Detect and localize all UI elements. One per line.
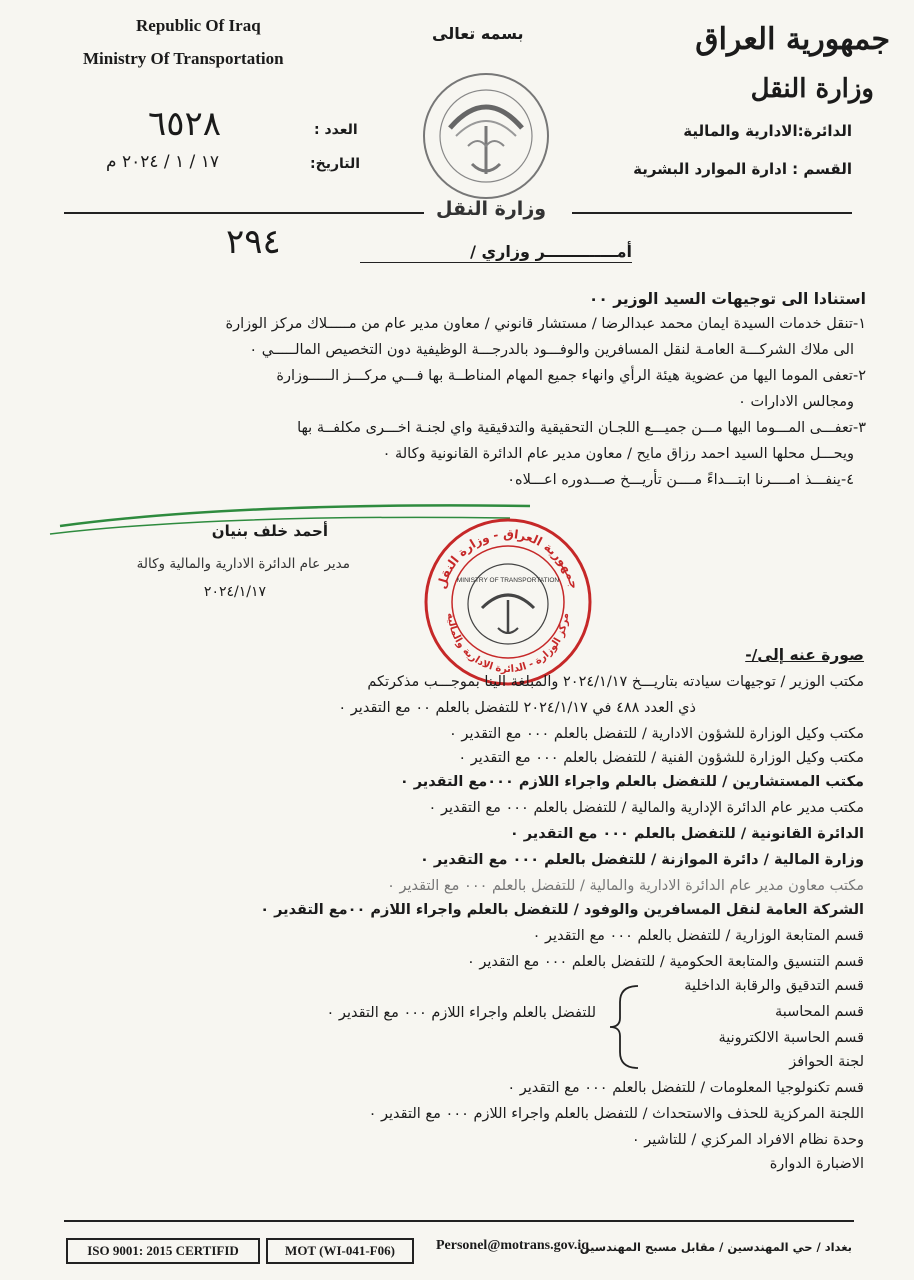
header-ar-ministry: وزارة النقل [750, 74, 874, 104]
number-value: ٦٥٢٨ [148, 104, 222, 144]
seal-bottom-text: مركز الوزارة - الدائرة الادارية والمالية [444, 612, 572, 676]
header-ar-republic: جمهورية العراق [695, 22, 890, 57]
copy-line: الشركة العامة لنقل المسافرين والوفود / للتفضل بالعلم واجراء اللازم ٠٠مع التقدير ٠ [260, 902, 864, 918]
copy-line: مكتب وكيل الوزارة للشؤون الادارية / للتفضل بالعلم ٠٠٠ مع التقدير ٠ [449, 726, 864, 742]
copy-line: مكتب الوزير / توجيهات سيادته بتاريـــخ ٢٠٢٤/١/١٧ والمبلغة الينا بموجـــب مذكرتكم [367, 674, 864, 690]
copy-line: مكتب وكيل الوزارة للشؤون الفنية / للتفضل بالعلم ٠٠٠ مع التقدير ٠ [458, 750, 864, 766]
body-line: الى ملاك الشركـــة العامـة لنقل المسافرين والوفـــود بالدرجـــة الوظيفية دون التخصيص المالـــــي ٠ [249, 342, 854, 358]
body-line: ومجالس الادارات ٠ [738, 394, 854, 410]
order-number: ٢٩٤ [226, 222, 281, 262]
order-title-underline [360, 262, 632, 263]
copy-line: قسم التنسيق والمتابعة الحكومية / للتفضل بالعلم ٠٠٠ مع التقدير ٠ [466, 954, 864, 970]
date-label: التاريخ: [310, 156, 361, 172]
form-code-badge: MOT (WI-041-F06) [266, 1238, 414, 1264]
signatory-name: أحمد خلف بنيان [211, 522, 328, 540]
copy-line: الدائرة القانونية / للتفضل بالعلم ٠٠٠ مع التقدير ٠ [509, 826, 864, 842]
header-rule-right [572, 212, 852, 214]
ministry-emblem-icon [416, 66, 556, 206]
copy-line: وزارة المالية / دائرة الموازنة / للتفضل بالعلم ٠٠٠ مع التقدير ٠ [420, 852, 864, 868]
header-en-republic: Republic Of Iraq [136, 16, 261, 35]
basmala: بسمه تعالى [432, 24, 524, 43]
date-value: ١٧ / ١ / ٢٠٢٤ م [106, 152, 219, 172]
copy-line: الاضبارة الدوارة [769, 1156, 864, 1172]
copies-heading: صورة عنه إلى/- [745, 646, 864, 664]
department-label: الدائرة:الادارية والمالية [683, 122, 852, 140]
header-en-ministry: Ministry Of Transportation [83, 49, 284, 68]
footer-rule [64, 1220, 854, 1222]
ministry-wordmark: وزارة النقل [436, 198, 547, 220]
copy-line: قسم تكنولوجيا المعلومات / للتفضل بالعلم ٠٠٠ مع التقدير ٠ [507, 1080, 864, 1096]
body-line: ويحـــل محلها السيد احمد رزاق مايح / معاون مدير عام الدائرة القانونية وكالة ٠ [382, 446, 854, 462]
brace-icon [606, 982, 646, 1072]
signature-date: ٢٠٢٤/١/١٧ [203, 584, 266, 600]
copy-line: مكتب معاون مدير عام الدائرة الادارية والمالية / للتفضل بالعلم ٠٠٠ مع التقدير ٠ [387, 878, 864, 894]
official-seal-icon [418, 512, 598, 692]
number-label: العدد : [314, 122, 358, 138]
iso-badge: ISO 9001: 2015 CERTIFID [66, 1238, 260, 1264]
body-line: ٤-ينفـــذ امــــرنا ابتـــداءً مــــن تأريـــخ صـــدوره اعـــلاه٠ [507, 472, 854, 488]
group-item: قسم المحاسبة [774, 1004, 864, 1020]
signatory-title: مدير عام الدائرة الادارية والمالية وكالة [136, 556, 350, 572]
body-line: ٢-تعفى الموما اليها من عضوية هيئة الرأي وانهاء جميع المهام المناطــة بها فـــي مركـــز الـــــوزارة [276, 368, 866, 384]
copy-line: مكتب المستشارين / للتفضل بالعلم واجراء اللازم ٠٠٠مع التقدير ٠ [399, 774, 864, 790]
header-rule-left [64, 212, 424, 214]
seal-outer-text: جمهورية العراق - وزارة النقل [434, 526, 582, 591]
section-label: القسم : ادارة الموارد البشرية [633, 160, 852, 178]
order-title: أمـــــــــــــر وزاري / [470, 242, 632, 261]
body-line: ١-تنقل خدمات السيدة ايمان محمد عبدالرضا / مستشار قانوني / معاون مدير عام من مـــــلاك مركز الوزارة [225, 316, 866, 332]
copy-line: وحدة نظام الافراد المركزي / للتاشير ٠ [631, 1132, 864, 1148]
copy-line: مكتب مدير عام الدائرة الإدارية والمالية / للتفضل بالعلم ٠٠٠ مع التقدير ٠ [428, 800, 864, 816]
copy-line: ذي العدد ٤٨٨ في ٢٠٢٤/١/١٧ للتفضل بالعلم ٠٠ مع التقدير ٠ [338, 700, 696, 716]
group-item: قسم التدقيق والرقابة الداخلية [684, 978, 864, 994]
group-item: لجنة الحوافز [789, 1054, 864, 1070]
body-intro: استنادا الى توجيهات السيد الوزير ٠٠ [588, 290, 866, 308]
copy-line: اللجنة المركزية للحذف والاستحداث / للتفضل بالعلم واجراء اللازم ٠٠٠ مع التقدير ٠ [368, 1106, 864, 1122]
seal-inner-text: MINISTRY OF TRANSPORTATION [456, 577, 560, 584]
group-note: للتفضل بالعلم واجراء اللازم ٠٠٠ مع التقدير ٠ [326, 1005, 596, 1021]
footer-address: بغداد / حي المهندسين / مقابل مسبح المهندسين [579, 1240, 852, 1254]
group-item: قسم الحاسبة الالكترونية [718, 1030, 864, 1046]
body-line: ٣-تعفـــى المـــوما اليها مـــن جميـــع اللجـان التحقيقية والتدقيقية واي لجنـة اخـــرى مكلفــة بها [297, 420, 866, 436]
copy-line: قسم المتابعة الوزارية / للتفضل بالعلم ٠٠٠ مع التقدير ٠ [532, 928, 864, 944]
footer-email: Personel@motrans.gov.iq [436, 1238, 590, 1253]
